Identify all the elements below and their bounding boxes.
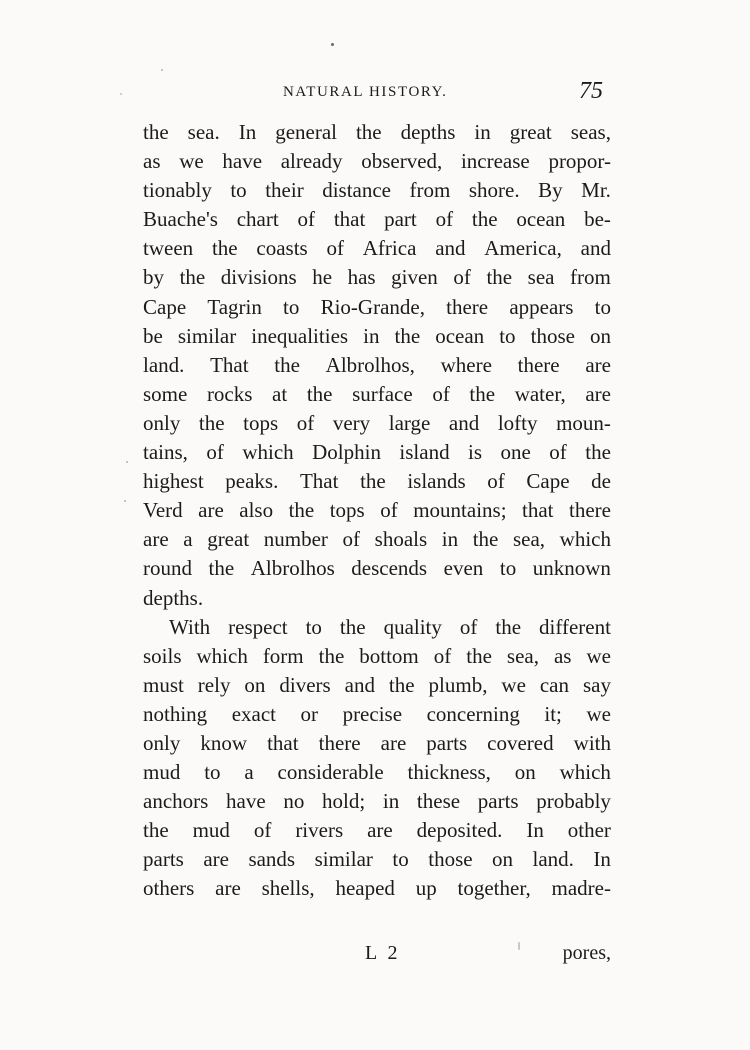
word: tops [329,498,365,523]
word: the [471,207,498,232]
word: soils [143,643,182,668]
word: as [143,149,161,174]
word: With [169,614,211,639]
word: seas, [570,120,611,144]
word: very [332,410,371,435]
text-line [143,671,611,700]
signature-mark: L 2 [365,942,401,964]
word: the [466,643,492,668]
word: of [453,265,471,290]
word: from [570,265,611,290]
word: on [514,760,536,785]
word: plumb, [428,672,488,697]
text-line [143,613,611,642]
word: Africa [362,236,417,261]
word: be- [584,207,611,232]
page-number: 75 [579,78,603,104]
word: divisions [220,265,297,290]
word: in [441,527,459,552]
word: where [440,352,492,377]
word: of [342,527,361,552]
text-line [143,351,611,380]
text-line [143,729,611,758]
word: and [580,236,611,261]
word: ocean [435,323,485,348]
word: mountains; [413,498,507,523]
word: land. [532,847,574,872]
word: peaks. [225,469,279,494]
word: on [492,847,514,872]
page-header [143,78,603,110]
word: quality [383,614,442,639]
word: the [198,410,225,435]
word: we [586,643,611,668]
word: by [143,265,164,290]
word: the [288,498,315,523]
word: That [299,469,339,494]
word: other [567,818,611,843]
word: distance [322,178,392,203]
word: of [380,498,398,523]
word: different [539,614,611,639]
word: round [143,556,192,581]
word: In [238,120,257,144]
word: Rio-Grande, [320,294,425,319]
word: on [244,672,266,697]
word: are [367,818,393,843]
word: the [306,381,333,406]
word: also [239,498,274,523]
word: to [230,178,247,203]
page-footer [143,942,611,972]
word: inequalities [251,323,349,348]
word: nothing [143,701,208,726]
word: at [272,381,288,406]
text-line [143,845,611,874]
text-line [143,874,611,903]
word: shore. [468,178,520,203]
text-line [143,758,611,787]
word: shoals [374,527,428,552]
word: surface [352,381,413,406]
word: respect [228,614,288,639]
word: be [143,323,163,348]
word: which [559,527,611,552]
word: Albrolhos, [325,352,415,377]
word: even [443,556,484,581]
word: is [468,440,483,465]
word: the [360,469,386,494]
word: are [215,876,241,901]
word: depths [400,120,456,144]
word: which [559,760,611,785]
word: their [265,178,304,203]
word: or [300,701,319,726]
word: rivers [295,818,344,843]
word: divers [279,672,331,697]
word: sands [248,847,296,872]
word: the [274,352,300,377]
catchword: pores, [562,942,611,964]
word: Dolphin [312,440,381,465]
word: the [495,614,522,639]
word: can [539,672,570,697]
word: of [459,614,478,639]
word: Cape [526,469,570,494]
word: together, [457,876,531,901]
word: water, [514,381,566,406]
word: given [391,265,438,290]
word: tains, [143,440,188,465]
word: unknown [532,556,611,581]
text-line [143,205,611,234]
word: probably [536,789,611,814]
word: to [594,294,611,319]
word: others [143,876,195,901]
word: That [210,352,249,377]
word: the [388,672,415,697]
word: to [305,614,322,639]
word: number [263,527,328,552]
word: which [242,440,294,465]
running-head: NATURAL HISTORY. [283,84,448,100]
word: the [318,643,345,668]
word: in [363,323,380,348]
word: the [355,120,382,144]
word: great [509,120,552,144]
text-line [143,467,611,496]
word: these [416,789,461,814]
word: thickness, [407,760,491,785]
word: madre- [551,876,611,901]
word: are [143,527,169,552]
word: America, [484,236,562,261]
word: great [207,527,250,552]
word: to [204,760,221,785]
word: By [538,178,563,203]
word: Cape [143,294,187,319]
text-line [143,642,611,671]
word: on [589,323,611,348]
word: those [530,323,575,348]
word: moun- [556,410,611,435]
word: we [179,149,204,174]
word: as [553,643,572,668]
word: Verd [143,498,183,523]
word: that [267,730,299,755]
text-line [143,147,611,176]
word: shells, [261,876,315,901]
word: of [297,207,316,232]
word: only [143,730,181,755]
word: up [415,876,437,901]
word: of [435,207,454,232]
word: the [472,527,499,552]
body-text [143,118,611,904]
word: are [585,381,611,406]
word: of [432,381,450,406]
text-line [143,409,611,438]
word: the [585,440,611,465]
word: the [179,265,206,290]
word: he [312,265,333,290]
word: to [499,323,516,348]
word: no [283,789,305,814]
word: of [549,440,567,465]
word: sea, [506,643,539,668]
text-line [143,176,611,205]
word: in [382,789,400,814]
word: covered [487,730,554,755]
word: descends [351,556,428,581]
word: are [585,352,611,377]
paragraph [143,613,611,904]
word: In [526,818,544,843]
word: part [384,207,417,232]
word: of [326,236,344,261]
word: similar [314,847,373,872]
word: sea. [187,120,220,144]
word: in [474,120,491,144]
word: precise [342,701,403,726]
word: exact [231,701,276,726]
word: sea [527,265,555,290]
word: has [347,265,376,290]
text-line [143,118,611,147]
word: which [196,643,248,668]
word: In [593,847,611,872]
word: know [200,730,248,755]
text-line [143,816,611,845]
word: have [222,149,263,174]
word: a [244,760,254,785]
ink-speck [126,461,128,463]
text-line [143,438,611,467]
word: we [501,672,526,697]
word: the [208,556,235,581]
text-line [143,700,611,729]
word: there [318,730,361,755]
ink-speck [124,500,126,502]
word: one [500,440,531,465]
word: and [344,672,375,697]
text-line [143,525,611,554]
text-line [143,322,611,351]
word: appears [509,294,574,319]
word: tionably [143,178,212,203]
word: parts [477,789,519,814]
word: sea, [512,527,546,552]
word: land. [143,352,185,377]
text-line [143,263,611,292]
word: the [339,614,366,639]
word: must [143,672,184,697]
word: are [203,847,229,872]
word: there [446,294,489,319]
word: some [143,381,188,406]
word: mud [192,818,230,843]
word: heaped [335,876,395,901]
word: it; [544,701,562,726]
word: ocean [516,207,566,232]
word: a [183,527,193,552]
word: Buache's [143,207,218,232]
text-line [143,380,611,409]
word: the [486,265,513,290]
word: depths. [143,585,204,610]
word: parts [143,847,184,872]
word: already [280,149,343,174]
word: of [253,818,272,843]
word: to [499,556,517,581]
word: only [143,410,181,435]
text-line [143,293,611,322]
word: the [211,236,238,261]
word: island [399,440,450,465]
word: and [435,236,466,261]
word: large [388,410,431,435]
ink-speck [161,69,163,71]
text-line [143,787,611,816]
word: tween [143,236,194,261]
word: general [275,120,337,144]
word: islands [407,469,466,494]
word: of [433,643,452,668]
word: we [586,701,611,726]
word: tops [243,410,279,435]
word: hold; [322,789,366,814]
word: the [394,323,421,348]
ink-speck [120,93,122,95]
word: from [409,178,451,203]
word: there [517,352,560,377]
word: have [226,789,266,814]
word: are [380,730,407,755]
word: there [569,498,611,523]
word: de [591,469,611,494]
text-line [143,584,611,613]
text-line [143,554,611,583]
text-line [143,234,611,263]
word: parts [426,730,468,755]
word: chart [236,207,279,232]
word: with [573,730,611,755]
word: of [296,410,315,435]
word: the [143,818,169,843]
word: that [333,207,366,232]
word: form [262,643,304,668]
word: deposited. [416,818,503,843]
word: concerning [426,701,520,726]
word: the [143,120,169,144]
word: to [283,294,300,319]
word: bottom [359,643,419,668]
word: say [582,672,611,697]
word: are [198,498,224,523]
word: increase [460,149,530,174]
word: propor- [548,149,611,174]
word: rely [197,672,231,697]
word: and [448,410,480,435]
word: of [206,440,224,465]
word: to [392,847,409,872]
word: rocks [206,381,253,406]
word: observed, [361,149,443,174]
word: that [522,498,554,523]
text-line [143,496,611,525]
word: highest [143,469,204,494]
word: lofty [497,410,538,435]
paragraph [143,118,611,613]
word: mud [143,760,181,785]
word: Mr. [581,178,611,203]
word: Tagrin [207,294,262,319]
word: those [428,847,473,872]
word: considerable [277,760,384,785]
word: similar [177,323,237,348]
word: Albrolhos [250,556,335,581]
word: coasts [256,236,308,261]
word: anchors [143,789,209,814]
ink-speck [331,43,334,46]
word: the [469,381,496,406]
word: of [487,469,505,494]
